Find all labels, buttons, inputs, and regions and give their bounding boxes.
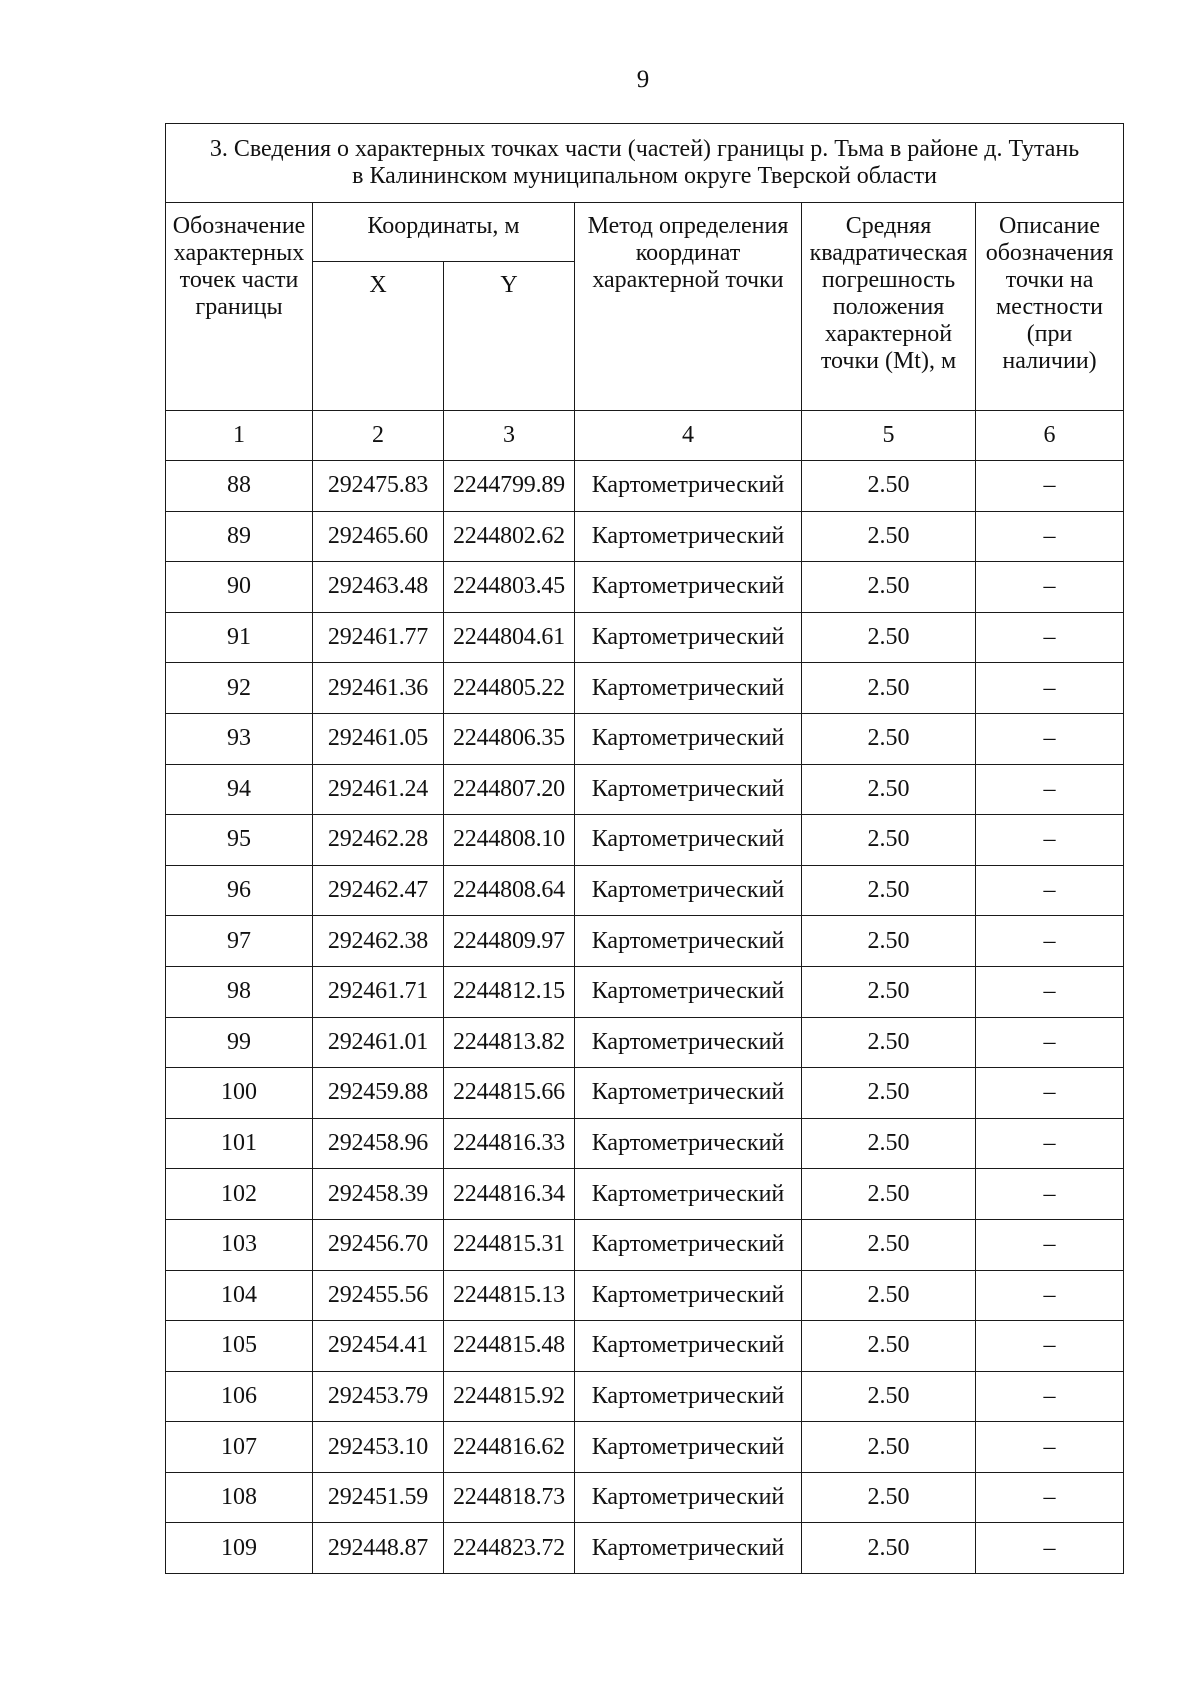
x-coordinate-cell: 292465.60: [313, 511, 444, 562]
header-line: наличии): [1002, 348, 1097, 374]
mean-error-cell: 2.50: [802, 1422, 976, 1473]
table-row: [166, 562, 1124, 613]
method-cell: Картометрический: [575, 1523, 802, 1574]
header-line: обозначения: [985, 240, 1114, 266]
header-line: Описание: [999, 213, 1101, 239]
point-id-cell: 98: [166, 966, 313, 1017]
x-coordinate-cell: 292462.38: [313, 916, 444, 967]
boundary-points-table: [165, 123, 1124, 1574]
mean-error-cell: 2.50: [802, 612, 976, 663]
table-title: [166, 124, 1124, 203]
mean-error-cell: 2.50: [802, 1068, 976, 1119]
table-row: [166, 1270, 1124, 1321]
point-id-cell: 93: [166, 713, 313, 764]
header-line: положения: [832, 294, 945, 320]
table-row: [166, 1523, 1124, 1574]
page-number: 9: [636, 66, 650, 93]
y-coordinate-cell: 2244815.92: [444, 1371, 575, 1422]
description-cell: –: [976, 1321, 1124, 1372]
mean-error-cell: 2.50: [802, 1219, 976, 1270]
y-coordinate-cell: 2244809.97: [444, 916, 575, 967]
mean-error-cell: 2.50: [802, 562, 976, 613]
description-cell: –: [976, 1523, 1124, 1574]
mean-error-cell: 2.50: [802, 461, 976, 512]
table-row: [166, 1118, 1124, 1169]
header-line: точек части: [179, 267, 299, 293]
y-coordinate-cell: 2244812.15: [444, 966, 575, 1017]
x-coordinate-cell: 292448.87: [313, 1523, 444, 1574]
y-coordinate-cell: 2244823.72: [444, 1523, 575, 1574]
y-coordinate-cell: 2244804.61: [444, 612, 575, 663]
header-line: Обозначение: [172, 213, 306, 239]
y-coordinate-cell: 2244799.89: [444, 461, 575, 512]
column-number: 3: [444, 411, 575, 461]
method-cell: Картометрический: [575, 1118, 802, 1169]
description-cell: –: [976, 713, 1124, 764]
y-coordinate-cell: 2244816.33: [444, 1118, 575, 1169]
mean-error-cell: 2.50: [802, 1371, 976, 1422]
mean-error-cell: 2.50: [802, 1118, 976, 1169]
x-coordinate-cell: 292453.79: [313, 1371, 444, 1422]
method-cell: Картометрический: [575, 562, 802, 613]
header-line: местности: [996, 294, 1104, 320]
description-cell: –: [976, 1068, 1124, 1119]
point-id-cell: 103: [166, 1219, 313, 1270]
method-cell: Картометрический: [575, 764, 802, 815]
table-row: [166, 511, 1124, 562]
point-id-cell: 102: [166, 1169, 313, 1220]
header-line: (при: [1026, 321, 1073, 347]
point-id-cell: 97: [166, 916, 313, 967]
point-id-cell: 105: [166, 1321, 313, 1372]
description-cell: –: [976, 764, 1124, 815]
table-row: [166, 966, 1124, 1017]
description-cell: –: [976, 1017, 1124, 1068]
description-cell: –: [976, 612, 1124, 663]
table-row: [166, 1422, 1124, 1473]
table-row: [166, 612, 1124, 663]
header-line: Метод определения: [587, 213, 789, 239]
y-coordinate-cell: 2244815.13: [444, 1270, 575, 1321]
point-id-cell: 96: [166, 865, 313, 916]
mean-error-cell: 2.50: [802, 713, 976, 764]
y-coordinate-cell: 2244806.35: [444, 713, 575, 764]
description-cell: –: [976, 815, 1124, 866]
table-row: [166, 764, 1124, 815]
column-number: 2: [313, 411, 444, 461]
table-title-line: в Калининском муниципальном округе Тверской области: [352, 163, 937, 189]
description-cell: –: [976, 562, 1124, 613]
point-id-cell: 92: [166, 663, 313, 714]
y-coordinate-cell: 2244816.34: [444, 1169, 575, 1220]
header-line: координат: [635, 240, 741, 266]
point-id-cell: 101: [166, 1118, 313, 1169]
y-coordinate-cell: 2244808.10: [444, 815, 575, 866]
x-coordinate-cell: 292454.41: [313, 1321, 444, 1372]
mean-error-cell: 2.50: [802, 764, 976, 815]
y-coordinate-cell: 2244815.31: [444, 1219, 575, 1270]
x-coordinate-cell: 292458.39: [313, 1169, 444, 1220]
method-cell: Картометрический: [575, 1219, 802, 1270]
table-row: [166, 461, 1124, 512]
x-coordinate-cell: 292461.36: [313, 663, 444, 714]
method-cell: Картометрический: [575, 1270, 802, 1321]
method-cell: Картометрический: [575, 1422, 802, 1473]
table-row: [166, 713, 1124, 764]
point-id-cell: 104: [166, 1270, 313, 1321]
x-coordinate-cell: 292475.83: [313, 461, 444, 512]
table-row: [166, 1371, 1124, 1422]
description-cell: –: [976, 663, 1124, 714]
description-cell: –: [976, 1472, 1124, 1523]
description-cell: –: [976, 511, 1124, 562]
y-coordinate-cell: 2244813.82: [444, 1017, 575, 1068]
header-method: [575, 203, 802, 411]
table-row: [166, 865, 1124, 916]
mean-error-cell: 2.50: [802, 916, 976, 967]
method-cell: Картометрический: [575, 1321, 802, 1372]
description-cell: –: [976, 1169, 1124, 1220]
method-cell: Картометрический: [575, 663, 802, 714]
method-cell: Картометрический: [575, 511, 802, 562]
method-cell: Картометрический: [575, 1068, 802, 1119]
x-coordinate-cell: 292451.59: [313, 1472, 444, 1523]
y-coordinate-cell: 2244803.45: [444, 562, 575, 613]
header-error: [802, 203, 976, 411]
description-cell: –: [976, 461, 1124, 512]
method-cell: Картометрический: [575, 966, 802, 1017]
y-coordinate-cell: 2244815.66: [444, 1068, 575, 1119]
point-id-cell: 109: [166, 1523, 313, 1574]
method-cell: Картометрический: [575, 713, 802, 764]
x-coordinate-cell: 292456.70: [313, 1219, 444, 1270]
x-coordinate-cell: 292461.77: [313, 612, 444, 663]
column-number: 4: [575, 411, 802, 461]
y-coordinate-cell: 2244818.73: [444, 1472, 575, 1523]
header-line: Средняя: [845, 213, 932, 239]
y-coordinate-cell: 2244807.20: [444, 764, 575, 815]
point-id-cell: 107: [166, 1422, 313, 1473]
x-coordinate-cell: 292459.88: [313, 1068, 444, 1119]
header-line: точки (Mt), м: [820, 348, 957, 374]
table-row: [166, 1321, 1124, 1372]
column-number: 6: [976, 411, 1124, 461]
point-id-cell: 94: [166, 764, 313, 815]
header-line: характерных: [173, 240, 305, 266]
header-line: характерной: [824, 321, 953, 347]
x-coordinate-cell: 292461.24: [313, 764, 444, 815]
point-id-cell: 95: [166, 815, 313, 866]
method-cell: Картометрический: [575, 612, 802, 663]
point-id-cell: 100: [166, 1068, 313, 1119]
header-designation: [166, 203, 313, 411]
point-id-cell: 108: [166, 1472, 313, 1523]
mean-error-cell: 2.50: [802, 815, 976, 866]
table-row: [166, 1017, 1124, 1068]
x-coordinate-cell: 292453.10: [313, 1422, 444, 1473]
point-id-cell: 89: [166, 511, 313, 562]
header-y: Y: [444, 262, 575, 411]
method-cell: Картометрический: [575, 916, 802, 967]
point-id-cell: 91: [166, 612, 313, 663]
table-row: [166, 815, 1124, 866]
table-row: [166, 1068, 1124, 1119]
description-cell: –: [976, 916, 1124, 967]
table-body: [166, 461, 1124, 1574]
header-line: границы: [195, 294, 283, 320]
table-row: [166, 1219, 1124, 1270]
table-title-line: 3. Сведения о характерных точках части (частей) границы р. Тьма в районе д. Тутань: [209, 136, 1080, 162]
table-row: [166, 916, 1124, 967]
table-row: [166, 663, 1124, 714]
mean-error-cell: 2.50: [802, 1472, 976, 1523]
description-cell: –: [976, 1422, 1124, 1473]
header-line: точки на: [1005, 267, 1094, 293]
header-line: характерной точки: [592, 267, 784, 293]
description-cell: –: [976, 1118, 1124, 1169]
method-cell: Картометрический: [575, 815, 802, 866]
method-cell: Картометрический: [575, 1169, 802, 1220]
method-cell: Картометрический: [575, 1017, 802, 1068]
method-cell: Картометрический: [575, 1472, 802, 1523]
x-coordinate-cell: 292458.96: [313, 1118, 444, 1169]
column-number-row: [166, 411, 1124, 461]
point-id-cell: 88: [166, 461, 313, 512]
header-line: квадратическая: [809, 240, 968, 266]
y-coordinate-cell: 2244815.48: [444, 1321, 575, 1372]
header-coordinates: Координаты, м: [313, 203, 575, 262]
x-coordinate-cell: 292461.05: [313, 713, 444, 764]
x-coordinate-cell: 292462.28: [313, 815, 444, 866]
table-row: [166, 1169, 1124, 1220]
y-coordinate-cell: 2244808.64: [444, 865, 575, 916]
method-cell: Картометрический: [575, 461, 802, 512]
mean-error-cell: 2.50: [802, 1270, 976, 1321]
x-coordinate-cell: 292462.47: [313, 865, 444, 916]
table-row: [166, 1472, 1124, 1523]
description-cell: –: [976, 966, 1124, 1017]
mean-error-cell: 2.50: [802, 865, 976, 916]
y-coordinate-cell: 2244802.62: [444, 511, 575, 562]
mean-error-cell: 2.50: [802, 1169, 976, 1220]
description-cell: –: [976, 1219, 1124, 1270]
mean-error-cell: 2.50: [802, 511, 976, 562]
point-id-cell: 106: [166, 1371, 313, 1422]
description-cell: –: [976, 1270, 1124, 1321]
point-id-cell: 90: [166, 562, 313, 613]
method-cell: Картометрический: [575, 1371, 802, 1422]
mean-error-cell: 2.50: [802, 1523, 976, 1574]
point-id-cell: 99: [166, 1017, 313, 1068]
mean-error-cell: 2.50: [802, 1321, 976, 1372]
column-number: 1: [166, 411, 313, 461]
column-number: 5: [802, 411, 976, 461]
y-coordinate-cell: 2244816.62: [444, 1422, 575, 1473]
method-cell: Картометрический: [575, 865, 802, 916]
x-coordinate-cell: 292463.48: [313, 562, 444, 613]
y-coordinate-cell: 2244805.22: [444, 663, 575, 714]
x-coordinate-cell: 292461.71: [313, 966, 444, 1017]
header-line: погрешность: [821, 267, 956, 293]
header-description: [976, 203, 1124, 411]
mean-error-cell: 2.50: [802, 663, 976, 714]
description-cell: –: [976, 1371, 1124, 1422]
mean-error-cell: 2.50: [802, 1017, 976, 1068]
x-coordinate-cell: 292455.56: [313, 1270, 444, 1321]
description-cell: –: [976, 865, 1124, 916]
header-x: X: [313, 262, 444, 411]
mean-error-cell: 2.50: [802, 966, 976, 1017]
x-coordinate-cell: 292461.01: [313, 1017, 444, 1068]
